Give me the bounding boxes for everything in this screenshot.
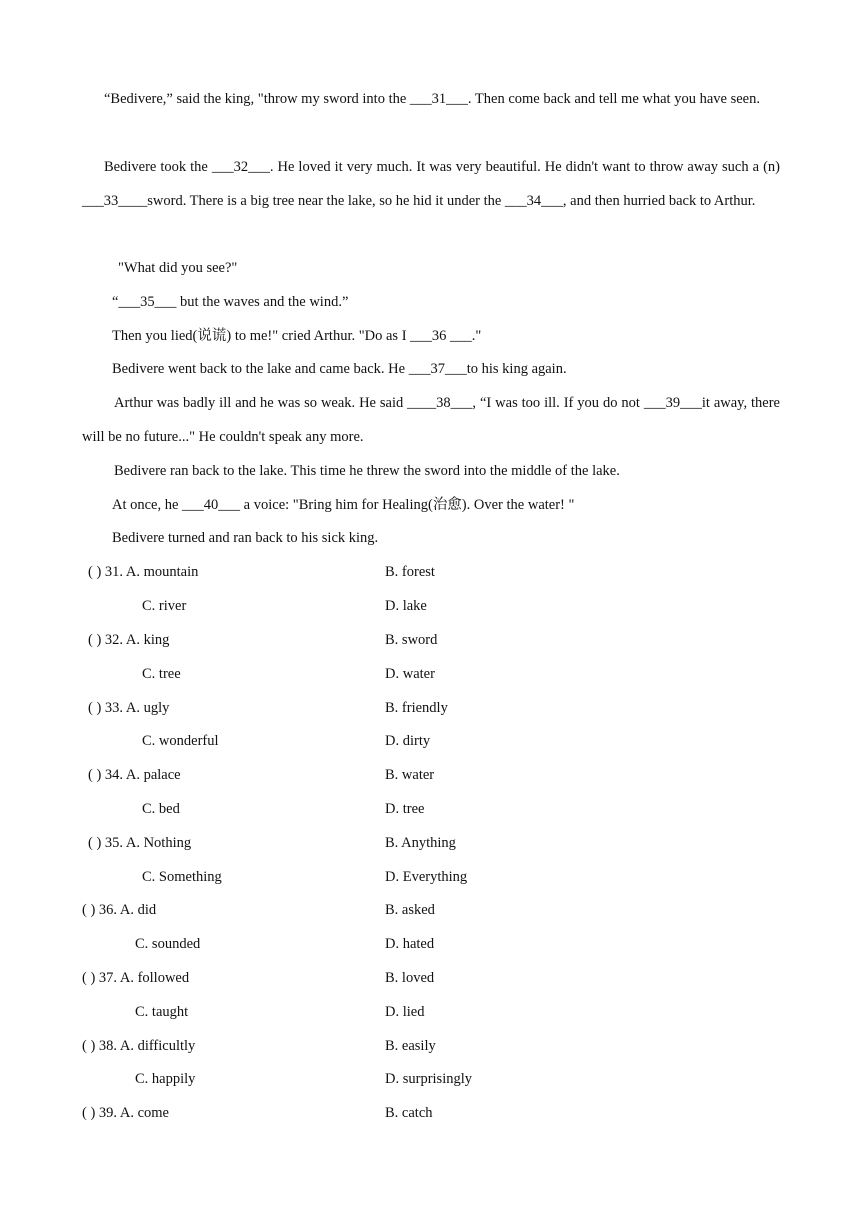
question-stem: ( ) 32. A. king: [88, 632, 170, 648]
option-c: C. taught: [135, 1004, 189, 1020]
question-stem: ( ) 38. A. difficultly: [82, 1038, 196, 1054]
option-b: B. sword: [385, 632, 438, 648]
option-c: C. happily: [135, 1071, 196, 1087]
question-stem: ( ) 39. A. come: [82, 1105, 169, 1121]
option-b: B. water: [385, 767, 435, 783]
option-b: B. forest: [385, 564, 435, 580]
passage-line-4: “___35___ but the waves and the wind.”: [112, 294, 349, 310]
question-stem: ( ) 33. A. ugly: [88, 700, 170, 716]
option-b: B. friendly: [385, 700, 448, 716]
question-stem: ( ) 35. A. Nothing: [88, 835, 192, 851]
passage-line-6: Bedivere went back to the lake and came back. He ___37___to his king again.: [112, 361, 567, 377]
question-stem: ( ) 37. A. followed: [82, 970, 190, 986]
option-d: D. water: [385, 666, 435, 682]
passage-paragraph-7: Arthur was badly ill and he was so weak. He said ____38___, “I was too ill. If you do not ___39___it away, there will be no future..." He couldn't speak any more.: [82, 395, 780, 445]
option-c: C. wonderful: [142, 733, 219, 749]
passage-line-10: Bedivere turned and ran back to his sick king.: [112, 530, 379, 546]
option-d: D. lied: [385, 1004, 425, 1020]
passage-line-3: "What did you see?": [118, 260, 238, 276]
passage-line-9: At once, he ___40___ a voice: "Bring him for Healing(治愈). Over the water! ": [112, 497, 575, 513]
option-d: D. dirty: [385, 733, 431, 749]
option-d: D. Everything: [385, 869, 468, 885]
question-stem: ( ) 36. A. did: [82, 902, 157, 918]
option-d: D. hated: [385, 936, 435, 952]
option-b: B. asked: [385, 902, 435, 918]
option-d: D. tree: [385, 801, 425, 817]
option-c: C. bed: [142, 801, 180, 817]
option-d: D. surprisingly: [385, 1071, 472, 1087]
question-stem: ( ) 34. A. palace: [88, 767, 181, 783]
option-c: C. river: [142, 598, 187, 614]
option-b: B. loved: [385, 970, 435, 986]
option-b: B. catch: [385, 1105, 433, 1121]
option-c: C. tree: [142, 666, 181, 682]
question-stem: ( ) 31. A. mountain: [88, 564, 199, 580]
passage-paragraph-2: Bedivere took the ___32___. He loved it very much. It was very beautiful. He didn't want to throw away such a (n) ___33____sword. There is a big tree near the lake, so he hid it under the ___34___, and then hurried back to Arthur.: [82, 159, 780, 209]
option-b: B. easily: [385, 1038, 436, 1054]
option-b: B. Anything: [385, 835, 456, 851]
passage-line-8: Bedivere ran back to the lake. This time he threw the sword into the middle of the lake.: [114, 463, 620, 479]
option-c: C. Something: [142, 869, 222, 885]
option-c: C. sounded: [135, 936, 201, 952]
option-d: D. lake: [385, 598, 427, 614]
passage-line-5: Then you lied(说谎) to me!" cried Arthur. "Do as I ___36 ___.": [112, 328, 482, 344]
passage-paragraph-1: “Bedivere,” said the king, "throw my sword into the ___31___. Then come back and tell me what you have seen.: [104, 91, 760, 107]
